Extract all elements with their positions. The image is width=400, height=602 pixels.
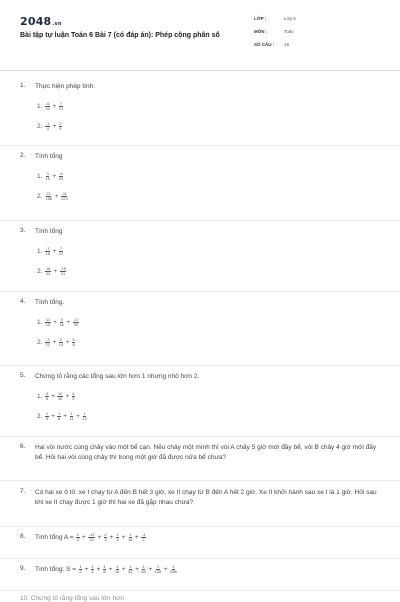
numerator: 1 [116,564,119,569]
fraction [104,533,107,542]
fraction [45,267,50,276]
fraction [45,318,50,327]
question-text: Thực hiện phép tính: [35,83,96,90]
fraction [72,392,75,401]
question-number: 4. [20,298,26,305]
denominator: 64 [141,569,146,574]
operator: + [65,339,70,346]
denominator: 8 [103,569,106,574]
numerator: -1 [141,532,146,537]
numerator: 1 [57,411,61,416]
operator: + [63,413,67,420]
fraction [45,412,48,421]
fraction [69,412,73,421]
fraction [60,267,67,276]
numerator: -12 [88,532,95,537]
question-text: Tính tổng [35,228,63,235]
sub-question-label: 1. [37,103,43,110]
numerator: 1 [103,564,106,569]
numerator: 1 [116,532,119,537]
fraction [76,533,79,542]
question-text: Chứng tỏ rằng các tổng sau lớn hơn 1 nhưng nhỏ hơn 2. [35,373,200,380]
denominator: 30 [73,322,79,327]
denominator: 2 [79,569,82,574]
meta-value: 19 [284,42,290,47]
sub-question-label: 1. [37,393,43,400]
denominator: 11 [69,416,74,421]
denominator: 123 [60,196,68,201]
sub-question [37,412,88,421]
operator: + [52,339,57,346]
operator: + [52,248,57,255]
question-number: 1. [20,82,26,89]
denominator: 15 [45,176,50,181]
operator: + [121,566,126,574]
sub-question-label: 1. [37,173,43,180]
sub-question-label: 1. [37,319,43,326]
operator: + [53,319,57,326]
denominator: 256 [170,569,177,574]
numerator: 7 [59,101,63,106]
denominator: 4 [46,126,49,131]
site-logo[interactable]: 2048.vn [20,15,62,28]
operator: + [148,566,153,574]
denominator: 24 [45,271,51,276]
sub-question [37,338,76,347]
operator: + [52,173,57,180]
question-number: 8. [20,533,26,540]
fraction [91,565,94,574]
fraction [45,192,52,201]
question-text [35,565,380,575]
sub-question-label: 2. [37,268,43,275]
document-meta [254,16,296,55]
operator: + [82,534,86,542]
numerator: 18 [45,266,51,271]
fraction [57,412,60,421]
question-number: 7. [20,488,26,495]
operator: + [52,103,57,110]
denominator: 8 [72,342,75,347]
question-text: Có hai xe ô tô: xe I chạy từ A đến B hết 3 giờ, xe II chạy từ B đến A hết 2 giờ. Xe II khởi hành sau xe I là 1 giờ. Hỏi sau khi xe II chạy được 1 giờ thì hai xe đã gặp nhau chưa? [35,489,377,506]
denominator: 16 [59,322,64,327]
numerator: -6 [45,101,50,106]
numerator: 3 [45,391,49,396]
operator: + [66,319,71,326]
numerator: 6 [72,391,75,396]
numerator: 6 [72,337,75,342]
document-title: Bài tập tự luận Toán 6 Bài 7 (có đáp án): Phép cộng phân số [20,32,220,39]
denominator: 29 [58,176,64,181]
fraction [45,247,50,256]
fraction [141,565,145,574]
fraction [45,392,48,401]
question-text [35,533,380,543]
numerator: -3 [45,337,50,342]
denominator: 4 [91,569,94,574]
denominator: 8 [45,396,49,401]
fraction [59,122,62,131]
denominator: 12 [58,251,64,256]
numerator: -11 [61,191,67,196]
operator: + [121,534,126,542]
fraction [155,565,162,574]
denominator: 21 [60,271,66,276]
question-divider [0,291,400,292]
denominator: 16 [114,569,120,574]
question-divider [0,220,400,221]
denominator: 32 [128,569,133,574]
numerator: 1 [76,532,80,537]
question-number: 9. [20,565,26,572]
sub-question [37,318,80,327]
question-text: Tính tổng. [35,299,65,306]
page-header [0,0,400,71]
sub-question-label: 2. [37,193,43,200]
fraction [45,338,50,347]
denominator: 5 [45,416,49,421]
numerator: 1 [129,564,132,569]
numerator: 11 [45,317,51,322]
question-number: 6. [20,443,26,450]
denominator: 3 [104,537,107,542]
fraction [116,533,119,542]
denominator: 186 [45,196,53,201]
sub-question [37,247,64,256]
denominator: 15 [45,322,51,327]
operator: + [109,534,114,542]
numerator: -15 [60,266,66,271]
fraction [45,122,50,131]
question-divider [0,558,400,559]
meta-class-row [254,16,296,29]
sub-question [37,102,64,111]
question-text: Tính tổng [35,153,63,160]
numerator: 1 [172,564,175,569]
fraction [88,533,95,542]
meta-key: SỐ CÂU : [254,42,275,47]
meta-value: Lớp 6 [284,16,296,21]
operator: + [54,193,59,200]
fraction [73,318,80,327]
operator: + [84,566,89,574]
operator: + [135,566,139,574]
fraction [59,247,63,256]
numerator: 2 [104,532,107,537]
question-item-partial: 10. Chứng tỏ rằng tổng sau lớn hơn [20,595,124,602]
numerator: 9 [60,317,63,322]
question-number: 5. [20,372,26,379]
fraction [59,338,63,347]
numerator: 10 [57,391,63,396]
numerator: 1 [79,564,82,569]
fraction [128,565,132,574]
operator: + [51,413,55,420]
meta-count-row [254,42,296,55]
operator: + [53,268,58,275]
operator: + [52,123,57,130]
question-divider [0,145,400,146]
sub-question [37,192,69,201]
meta-key: LỚP : [254,16,267,21]
operator: + [65,393,70,400]
numerator: 1 [129,532,132,537]
denominator: 15 [57,396,63,401]
operator: + [134,534,139,542]
fraction [59,318,63,327]
denominator: 2 [142,537,145,542]
numerator: 1 [156,564,160,569]
fraction [61,192,68,201]
denominator: 21 [45,342,50,347]
denominator: 15 [127,537,133,542]
fraction [141,533,146,542]
denominator: 128 [154,569,162,574]
numerator: 21 [46,191,51,196]
denominator: 14 [58,342,64,347]
denominator: 6 [57,416,61,421]
numerator: 1 [83,411,86,416]
question-prefix: Tính tổng A = [35,534,76,542]
question-prefix: Tính tổng: S = [35,566,78,574]
fraction [79,565,82,574]
sub-question-label: 2. [37,413,43,420]
fraction [57,392,62,401]
sub-question-label: 2. [37,339,43,346]
denominator: 2 [116,537,119,542]
numerator: 3 [46,171,49,176]
denominator: 12 [82,416,87,421]
fraction [103,565,106,574]
numerator: 1 [142,564,145,569]
operator: + [96,566,101,574]
operator: + [108,566,113,574]
question-divider [0,365,400,366]
sub-question [37,172,64,181]
denominator: 21 [89,537,94,542]
denominator: 18 [45,251,50,256]
sub-question [37,122,63,131]
numerator: -17 [73,317,79,322]
sub-question [37,392,76,401]
numerator: 7 [59,246,63,251]
numerator: -6 [59,171,63,176]
sub-question [37,267,67,276]
numerator: -1 [45,121,50,126]
fraction [59,172,64,181]
question-divider [0,480,400,481]
numerator: 1 [91,564,94,569]
numerator: 2 [59,121,62,126]
question-number: 3. [20,227,26,234]
numerator: -7 [45,246,50,251]
question-divider [0,436,400,437]
denominator: 9 [72,396,75,401]
denominator: 42 [45,106,50,111]
fraction [45,172,49,181]
question-divider [0,590,400,591]
fraction [45,102,50,111]
fraction [128,533,132,542]
operator: + [97,534,102,542]
numerator: 1 [70,411,73,416]
operator: + [76,413,80,420]
fraction [115,565,119,574]
numerator: 2 [59,337,63,342]
numerator: 1 [45,411,49,416]
sub-question-label: 2. [37,123,43,130]
question-number: 2. [20,152,26,159]
question-text: Hai vòi nước cùng chảy vào một bể cạn. Nếu chảy một mình thì vòi A chảy 5 giờ mới đầy bể, vòi B chảy 4 giờ mới đầy bể. Hỏi hai vòi cùng chảy thì trong một giờ đã được nửa bể chưa? [35,444,377,461]
denominator: 21 [58,106,64,111]
denominator: 5 [59,126,62,131]
question-divider [0,526,400,527]
meta-subject-row [254,29,296,42]
fraction [170,565,177,574]
operator: + [51,393,55,400]
denominator: 3 [76,537,80,542]
meta-key: MÔN : [254,29,268,34]
meta-value: Toán [284,29,294,34]
operator: + [163,566,168,574]
fraction [59,102,63,111]
fraction [72,338,75,347]
fraction [82,412,86,421]
sub-question-label: 1. [37,248,43,255]
